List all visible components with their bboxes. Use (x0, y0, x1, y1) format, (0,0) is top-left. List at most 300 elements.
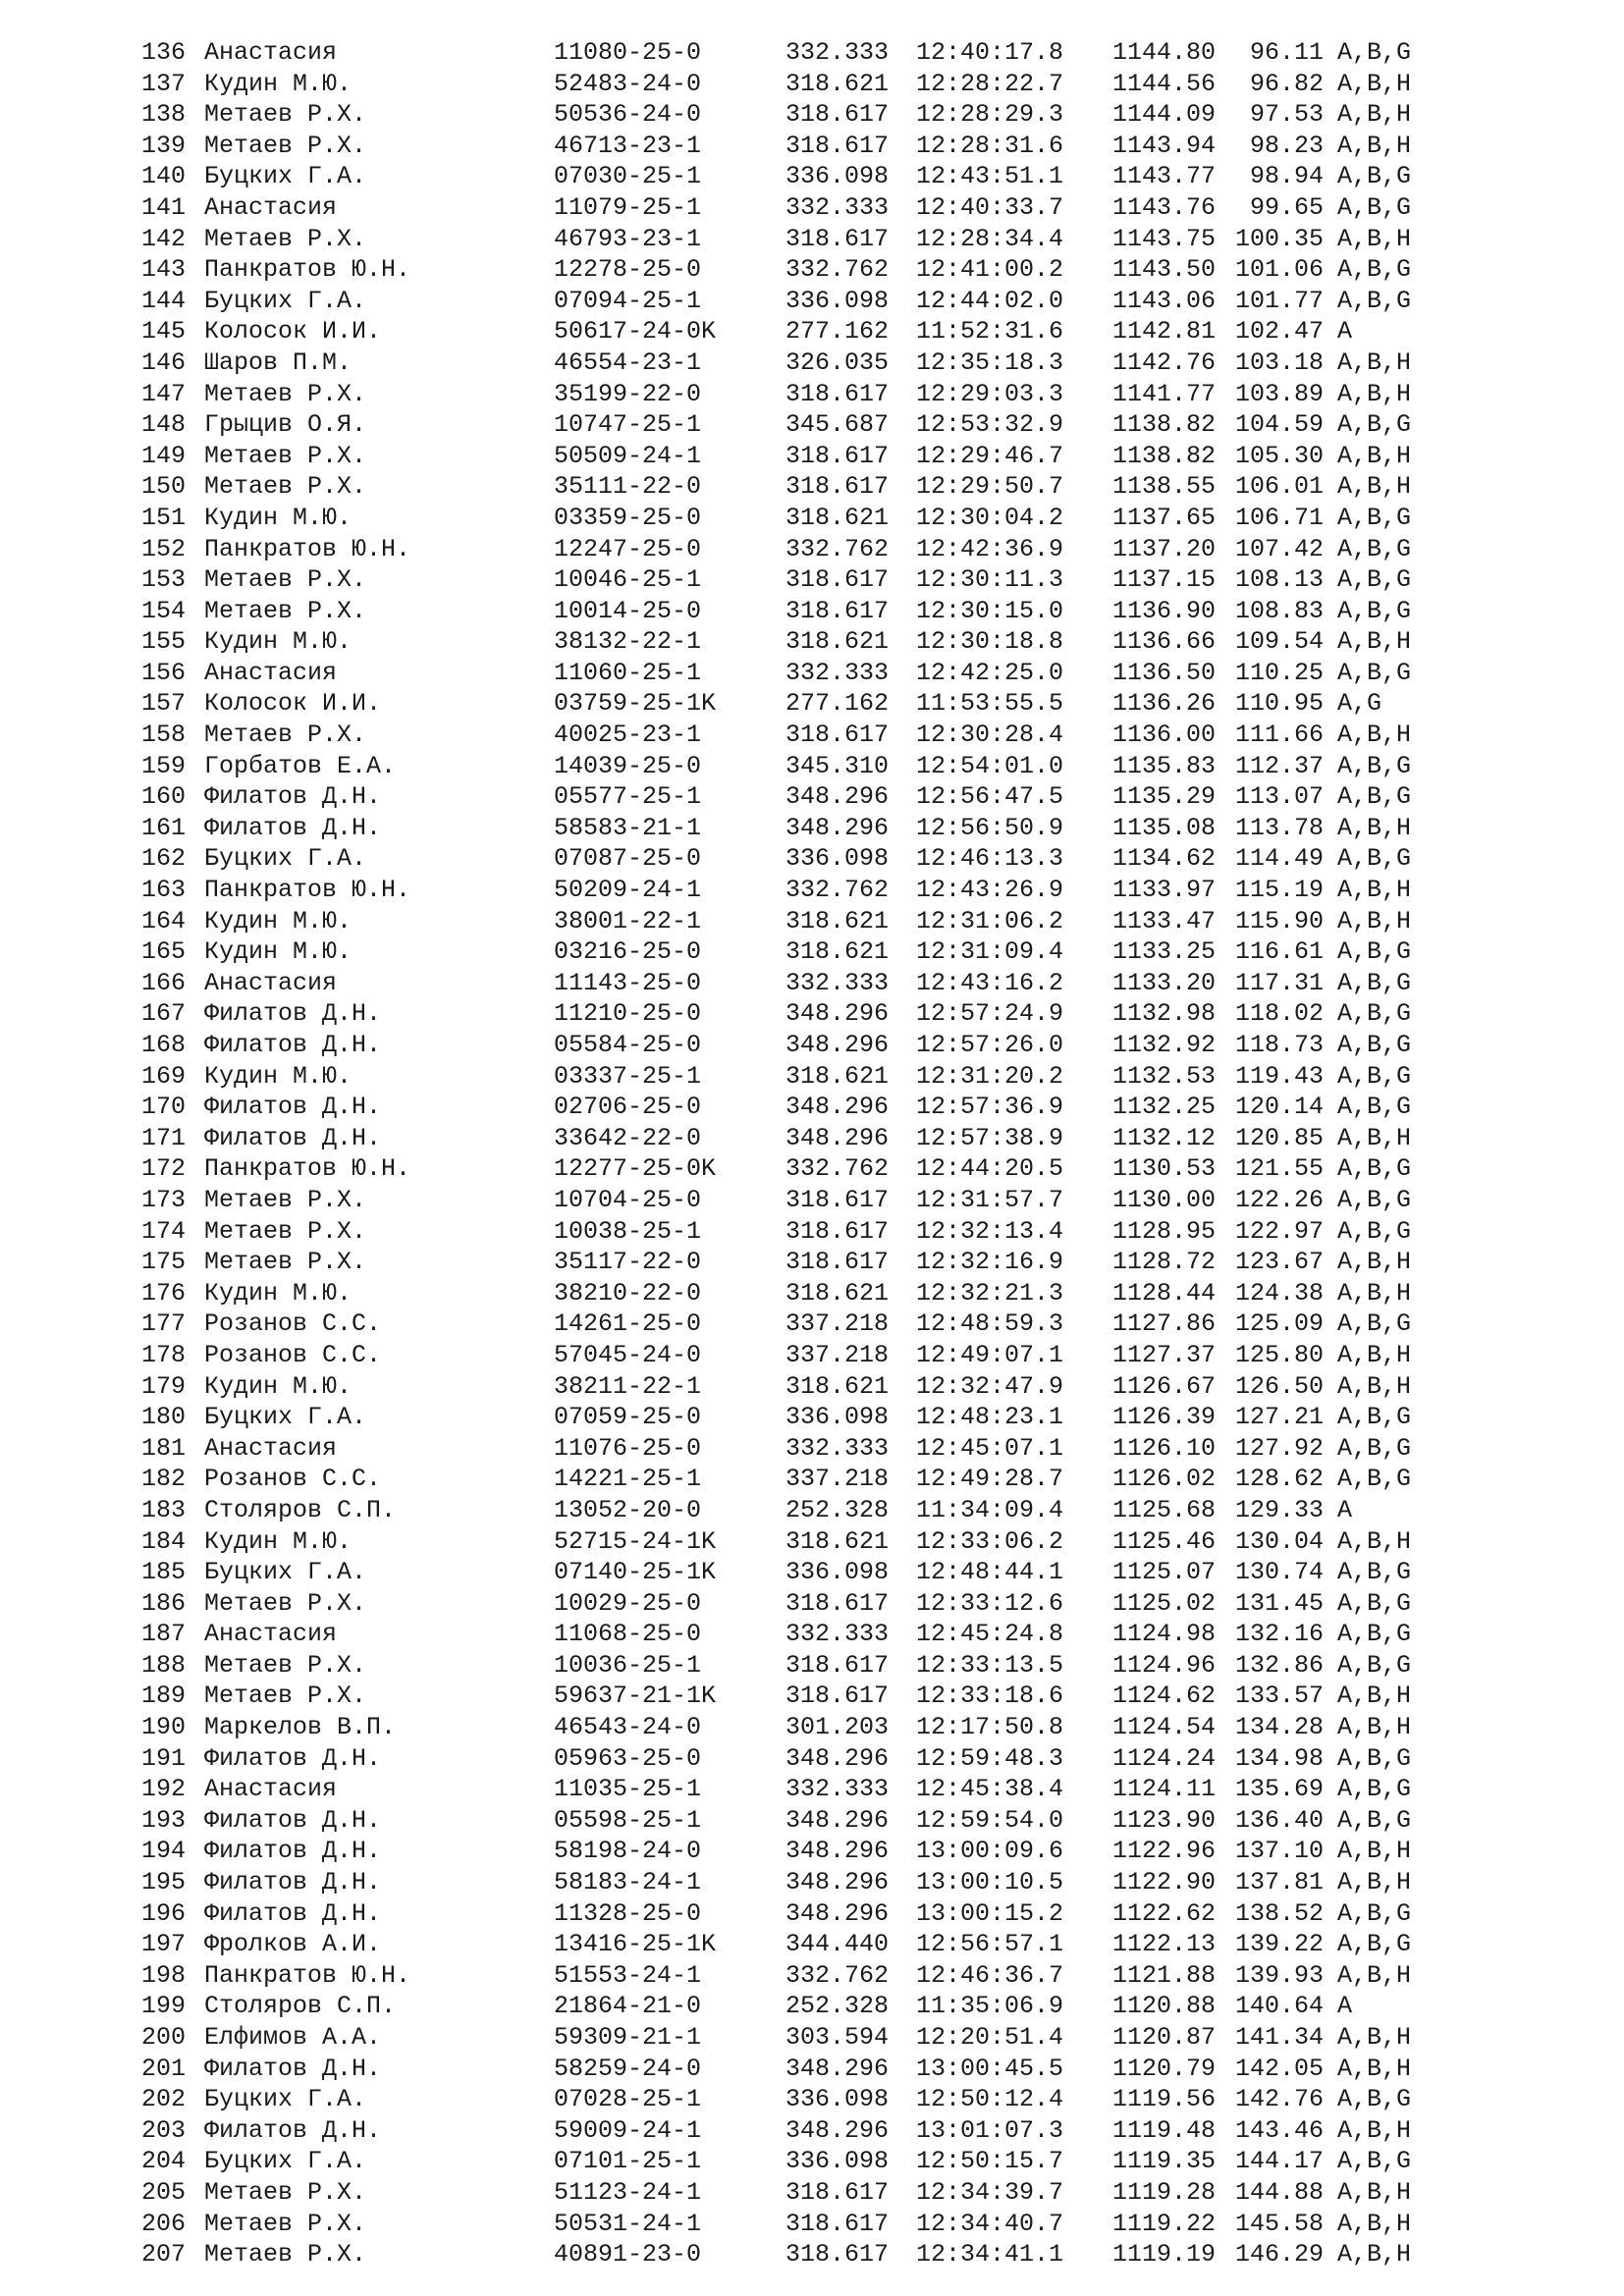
table-row (141, 1308, 1485, 1340)
group-list: A,B,G (1337, 1805, 1412, 1835)
table-row (141, 1898, 1485, 1930)
speed-value: 1144.09 (1112, 100, 1217, 130)
ring-number: 10029-25-0 (554, 1588, 702, 1618)
ring-number: 10014-25-0 (554, 596, 702, 625)
distance-km: 348.296 (785, 2054, 890, 2083)
place-number: 191 (141, 1743, 187, 1773)
distance-km: 301.203 (785, 1713, 890, 1742)
distance-km: 326.035 (785, 347, 890, 377)
speed-value: 1143.77 (1112, 162, 1217, 191)
ring-number: 50209-24-1 (554, 876, 702, 905)
speed-value: 1122.62 (1112, 1898, 1217, 1928)
place-number: 206 (141, 2209, 187, 2238)
arrival-time: 12:48:44.1 (916, 1558, 1064, 1587)
speed-value: 1125.46 (1112, 1526, 1217, 1556)
ring-number: 46793-23-1 (554, 224, 702, 253)
arrival-time: 12:30:15.0 (916, 596, 1064, 625)
points-value: 143.46 (1234, 2115, 1324, 2145)
arrival-time: 12:31:20.2 (916, 1061, 1064, 1091)
distance-km: 318.617 (785, 1650, 890, 1680)
fancier-name: Кудин М.Ю. (204, 1526, 352, 1556)
table-row (141, 1681, 1485, 1712)
table-row (141, 192, 1485, 224)
points-value: 116.61 (1234, 937, 1324, 967)
arrival-time: 12:43:16.2 (916, 968, 1064, 997)
table-row (141, 69, 1485, 100)
fancier-name: Буцких Г.А. (204, 1558, 367, 1587)
speed-value: 1143.94 (1112, 131, 1217, 160)
fancier-name: Метаев Р.Х. (204, 2177, 367, 2207)
table-row (141, 1340, 1485, 1371)
group-list: A,B,G (1337, 2147, 1412, 2176)
table-row (141, 564, 1485, 596)
distance-km: 318.617 (785, 131, 890, 160)
place-number: 139 (141, 131, 187, 160)
arrival-time: 12:56:47.5 (916, 782, 1064, 812)
arrival-time: 12:17:50.8 (916, 1713, 1064, 1742)
ring-number: 35199-22-0 (554, 379, 702, 408)
place-number: 155 (141, 627, 187, 657)
arrival-time: 12:28:34.4 (916, 224, 1064, 253)
arrival-time: 12:45:24.8 (916, 1620, 1064, 1649)
table-row (141, 131, 1485, 162)
fancier-name: Столяров С.П. (204, 1992, 397, 2021)
points-value: 101.77 (1234, 286, 1324, 315)
place-number: 164 (141, 906, 187, 935)
group-list: A,B,G (1337, 192, 1412, 222)
fancier-name: Кудин М.Ю. (204, 503, 352, 532)
fancier-name: Анастасия (204, 1620, 338, 1649)
fancier-name: Филатов Д.Н. (204, 1805, 382, 1835)
arrival-time: 12:33:18.6 (916, 1682, 1064, 1711)
speed-value: 1133.47 (1112, 906, 1217, 935)
distance-km: 348.296 (785, 813, 890, 842)
speed-value: 1121.88 (1112, 1960, 1217, 1990)
table-row (141, 781, 1485, 813)
distance-km: 318.617 (785, 2240, 890, 2269)
speed-value: 1124.11 (1112, 1775, 1217, 1804)
distance-km: 348.296 (785, 1743, 890, 1773)
distance-km: 318.617 (785, 224, 890, 253)
speed-value: 1126.39 (1112, 1403, 1217, 1432)
points-value: 115.90 (1234, 906, 1324, 935)
ring-number: 38001-22-1 (554, 906, 702, 935)
distance-km: 332.762 (785, 876, 890, 905)
table-row (141, 2022, 1485, 2054)
group-list: A,B,G (1337, 534, 1412, 563)
place-number: 188 (141, 1650, 187, 1680)
fancier-name: Розанов С.С. (204, 1465, 382, 1494)
points-value: 108.13 (1234, 565, 1324, 595)
group-list: A,B,H (1337, 906, 1412, 935)
arrival-time: 12:50:12.4 (916, 2085, 1064, 2114)
group-list: A,B,H (1337, 876, 1412, 905)
fancier-name: Метаев Р.Х. (204, 2240, 367, 2269)
ring-number: 38210-22-0 (554, 1278, 702, 1308)
fancier-name: Филатов Д.Н. (204, 999, 382, 1029)
distance-km: 337.218 (785, 1309, 890, 1339)
fancier-name: Панкратов Ю.Н. (204, 534, 411, 563)
place-number: 152 (141, 534, 187, 563)
group-list: A,B,G (1337, 2085, 1412, 2114)
place-number: 158 (141, 721, 187, 750)
points-value: 127.21 (1234, 1403, 1324, 1432)
group-list: A,B,G (1337, 1216, 1412, 1246)
speed-value: 1127.86 (1112, 1309, 1217, 1339)
speed-value: 1132.53 (1112, 1061, 1217, 1091)
points-value: 114.49 (1234, 844, 1324, 874)
group-list: A,G (1337, 689, 1382, 719)
place-number: 138 (141, 100, 187, 130)
arrival-time: 13:00:09.6 (916, 1837, 1064, 1866)
place-number: 196 (141, 1898, 187, 1928)
table-row (141, 1619, 1485, 1650)
speed-value: 1143.06 (1112, 286, 1217, 315)
points-value: 129.33 (1234, 1495, 1324, 1524)
speed-value: 1141.77 (1112, 379, 1217, 408)
group-list: A,B,G (1337, 1403, 1412, 1432)
points-value: 124.38 (1234, 1278, 1324, 1308)
points-value: 130.74 (1234, 1558, 1324, 1587)
distance-km: 318.617 (785, 2209, 890, 2238)
points-value: 123.67 (1234, 1248, 1324, 1277)
arrival-time: 12:31:57.7 (916, 1185, 1064, 1214)
points-value: 111.66 (1234, 721, 1324, 750)
arrival-time: 12:57:24.9 (916, 999, 1064, 1029)
place-number: 161 (141, 813, 187, 842)
table-row (141, 875, 1485, 906)
ring-number: 11079-25-1 (554, 192, 702, 222)
speed-value: 1119.48 (1112, 2115, 1217, 2145)
table-row (141, 1588, 1485, 1620)
fancier-name: Метаев Р.Х. (204, 565, 367, 595)
table-row (141, 347, 1485, 379)
fancier-name: Метаев Р.Х. (204, 441, 367, 470)
arrival-time: 12:30:18.8 (916, 627, 1064, 657)
arrival-time: 12:34:40.7 (916, 2209, 1064, 2238)
points-value: 115.19 (1234, 876, 1324, 905)
group-list: A,B,G (1337, 596, 1412, 625)
place-number: 163 (141, 876, 187, 905)
distance-km: 348.296 (785, 1805, 890, 1835)
table-row (141, 471, 1485, 503)
ring-number: 11068-25-0 (554, 1620, 702, 1649)
speed-value: 1119.28 (1112, 2177, 1217, 2207)
place-number: 204 (141, 2147, 187, 2176)
group-list: A,B,H (1337, 627, 1412, 657)
table-row (141, 2239, 1485, 2270)
group-list: A,B,G (1337, 658, 1412, 687)
speed-value: 1133.25 (1112, 937, 1217, 967)
fancier-name: Буцких Г.А. (204, 2085, 367, 2114)
points-value: 120.14 (1234, 1093, 1324, 1122)
distance-km: 318.617 (785, 1216, 890, 1246)
place-number: 171 (141, 1123, 187, 1152)
table-row (141, 1557, 1485, 1588)
ring-number: 46713-23-1 (554, 131, 702, 160)
ring-number: 58183-24-1 (554, 1868, 702, 1897)
table-row (141, 1929, 1485, 1960)
ring-number: 50531-24-1 (554, 2209, 702, 2238)
place-number: 179 (141, 1371, 187, 1401)
arrival-time: 12:43:26.9 (916, 876, 1064, 905)
ring-number: 51123-24-1 (554, 2177, 702, 2207)
fancier-name: Филатов Д.Н. (204, 782, 382, 812)
points-value: 132.16 (1234, 1620, 1324, 1649)
speed-value: 1136.66 (1112, 627, 1217, 657)
ring-number: 35111-22-0 (554, 472, 702, 502)
arrival-time: 11:35:06.9 (916, 1992, 1064, 2021)
group-list: A,B,G (1337, 1775, 1412, 1804)
fancier-name: Розанов С.С. (204, 1340, 382, 1369)
group-list: A,B,H (1337, 1960, 1412, 1990)
fancier-name: Филатов Д.Н. (204, 1093, 382, 1122)
fancier-name: Метаев Р.Х. (204, 100, 367, 130)
arrival-time: 13:00:10.5 (916, 1868, 1064, 1897)
points-value: 102.47 (1234, 317, 1324, 347)
arrival-time: 12:30:28.4 (916, 721, 1064, 750)
place-number: 168 (141, 1031, 187, 1059)
fancier-name: Анастасия (204, 1775, 338, 1804)
arrival-time: 12:44:20.5 (916, 1154, 1064, 1184)
arrival-time: 12:28:29.3 (916, 100, 1064, 130)
place-number: 174 (141, 1216, 187, 1246)
ring-number: 52483-24-0 (554, 69, 702, 98)
group-list: A,B,H (1337, 131, 1412, 160)
ring-number: 05963-25-0 (554, 1743, 702, 1773)
table-row (141, 720, 1485, 751)
points-value: 132.86 (1234, 1650, 1324, 1680)
ring-number: 46543-24-0 (554, 1713, 702, 1742)
table-row (141, 1867, 1485, 1898)
speed-value: 1124.62 (1112, 1682, 1217, 1711)
place-number: 160 (141, 782, 187, 812)
group-list: A,B,H (1337, 813, 1412, 842)
arrival-time: 11:34:09.4 (916, 1495, 1064, 1524)
speed-value: 1137.20 (1112, 534, 1217, 563)
distance-km: 332.333 (785, 658, 890, 687)
speed-value: 1126.10 (1112, 1433, 1217, 1463)
speed-value: 1130.00 (1112, 1185, 1217, 1214)
fancier-name: Метаев Р.Х. (204, 721, 367, 750)
place-number: 186 (141, 1588, 187, 1618)
distance-km: 344.440 (785, 1930, 890, 1959)
distance-km: 318.621 (785, 503, 890, 532)
table-row (141, 441, 1485, 472)
group-list: A,B,G (1337, 162, 1412, 191)
place-number: 172 (141, 1154, 187, 1184)
distance-km: 332.333 (785, 192, 890, 222)
points-value: 120.85 (1234, 1123, 1324, 1152)
distance-km: 345.310 (785, 751, 890, 780)
arrival-time: 12:40:17.8 (916, 38, 1064, 67)
table-row (141, 1960, 1485, 1992)
speed-value: 1132.12 (1112, 1123, 1217, 1152)
place-number: 147 (141, 379, 187, 408)
ring-number: 13416-25-1K (554, 1930, 717, 1959)
arrival-time: 12:49:28.7 (916, 1465, 1064, 1494)
group-list: A,B,G (1337, 1930, 1412, 1959)
distance-km: 318.617 (785, 1248, 890, 1277)
fancier-name: Метаев Р.Х. (204, 379, 367, 408)
group-list: A,B,H (1337, 721, 1412, 750)
ring-number: 51553-24-1 (554, 1960, 702, 1990)
fancier-name: Метаев Р.Х. (204, 1650, 367, 1680)
fancier-name: Маркелов В.П. (204, 1713, 397, 1742)
fancier-name: Панкратов Ю.Н. (204, 1154, 411, 1184)
speed-value: 1124.98 (1112, 1620, 1217, 1649)
points-value: 117.31 (1234, 968, 1324, 997)
group-list: A,B,H (1337, 100, 1412, 130)
fancier-name: Грыцив О.Я. (204, 410, 367, 440)
table-row (141, 843, 1485, 875)
arrival-time: 12:32:13.4 (916, 1216, 1064, 1246)
fancier-name: Панкратов Ю.Н. (204, 1960, 411, 1990)
speed-value: 1128.44 (1112, 1278, 1217, 1308)
distance-km: 336.098 (785, 1403, 890, 1432)
points-value: 122.97 (1234, 1216, 1324, 1246)
ring-number: 12277-25-0K (554, 1154, 717, 1184)
fancier-name: Филатов Д.Н. (204, 1743, 382, 1773)
distance-km: 303.594 (785, 2023, 890, 2052)
points-value: 137.81 (1234, 1868, 1324, 1897)
ring-number: 59637-21-1K (554, 1682, 717, 1711)
fancier-name: Метаев Р.Х. (204, 1682, 367, 1711)
fancier-name: Филатов Д.Н. (204, 1837, 382, 1866)
fancier-name: Кудин М.Ю. (204, 1278, 352, 1308)
group-list: A,B,H (1337, 1340, 1412, 1369)
ring-number: 58259-24-0 (554, 2054, 702, 2083)
speed-value: 1130.53 (1112, 1154, 1217, 1184)
speed-value: 1122.13 (1112, 1930, 1217, 1959)
points-value: 109.54 (1234, 627, 1324, 657)
group-list: A,B,H (1337, 224, 1412, 253)
table-row (141, 2115, 1485, 2147)
table-row (141, 906, 1485, 937)
table-row (141, 224, 1485, 255)
table-row (141, 1185, 1485, 1216)
speed-value: 1119.22 (1112, 2209, 1217, 2238)
place-number: 146 (141, 347, 187, 377)
arrival-time: 12:31:09.4 (916, 937, 1064, 967)
fancier-name: Кудин М.Ю. (204, 1061, 352, 1091)
speed-value: 1120.79 (1112, 2054, 1217, 2083)
place-number: 182 (141, 1465, 187, 1494)
distance-km: 348.296 (785, 1898, 890, 1928)
distance-km: 318.617 (785, 100, 890, 130)
distance-km: 336.098 (785, 1558, 890, 1587)
table-row (141, 286, 1485, 317)
table-row (141, 2054, 1485, 2085)
distance-km: 348.296 (785, 1031, 890, 1059)
table-row (141, 534, 1485, 565)
distance-km: 318.617 (785, 2177, 890, 2207)
points-value: 140.64 (1234, 1992, 1324, 2021)
ring-number: 10747-25-1 (554, 410, 702, 440)
arrival-time: 12:20:51.4 (916, 2023, 1064, 2052)
distance-km: 318.621 (785, 937, 890, 967)
speed-value: 1136.00 (1112, 721, 1217, 750)
place-number: 197 (141, 1930, 187, 1959)
place-number: 185 (141, 1558, 187, 1587)
distance-km: 348.296 (785, 1837, 890, 1866)
group-list: A,B,H (1337, 1868, 1412, 1897)
speed-value: 1138.82 (1112, 441, 1217, 470)
points-value: 130.04 (1234, 1526, 1324, 1556)
speed-value: 1133.20 (1112, 968, 1217, 997)
place-number: 189 (141, 1682, 187, 1711)
speed-value: 1119.19 (1112, 2240, 1217, 2269)
fancier-name: Панкратов Ю.Н. (204, 255, 411, 285)
speed-value: 1125.07 (1112, 1558, 1217, 1587)
arrival-time: 12:31:06.2 (916, 906, 1064, 935)
fancier-name: Филатов Д.Н. (204, 813, 382, 842)
place-number: 159 (141, 751, 187, 780)
speed-value: 1127.37 (1112, 1340, 1217, 1369)
fancier-name: Буцких Г.А. (204, 1403, 367, 1432)
arrival-time: 12:57:26.0 (916, 1031, 1064, 1059)
place-number: 181 (141, 1433, 187, 1463)
fancier-name: Анастасия (204, 1433, 338, 1463)
arrival-time: 12:32:16.9 (916, 1248, 1064, 1277)
distance-km: 332.762 (785, 255, 890, 285)
ring-number: 05584-25-0 (554, 1031, 702, 1059)
speed-value: 1137.15 (1112, 565, 1217, 595)
points-value: 144.17 (1234, 2147, 1324, 2176)
table-row (141, 2177, 1485, 2209)
fancier-name: Кудин М.Ю. (204, 906, 352, 935)
ring-number: 11035-25-1 (554, 1775, 702, 1804)
points-value: 101.06 (1234, 255, 1324, 285)
arrival-time: 12:46:13.3 (916, 844, 1064, 874)
fancier-name: Буцких Г.А. (204, 162, 367, 191)
group-list: A,B,G (1337, 255, 1412, 285)
group-list: A,B,H (1337, 2023, 1412, 2052)
distance-km: 337.218 (785, 1340, 890, 1369)
arrival-time: 12:34:41.1 (916, 2240, 1064, 2269)
group-list: A,B,G (1337, 1309, 1412, 1339)
distance-km: 348.296 (785, 1093, 890, 1122)
place-number: 203 (141, 2115, 187, 2145)
place-number: 165 (141, 937, 187, 967)
fancier-name: Розанов С.С. (204, 1309, 382, 1339)
fancier-name: Филатов Д.Н. (204, 1031, 382, 1059)
arrival-time: 12:57:36.9 (916, 1093, 1064, 1122)
table-row (141, 1495, 1485, 1526)
arrival-time: 12:56:50.9 (916, 813, 1064, 842)
distance-km: 318.617 (785, 1185, 890, 1214)
points-value: 106.71 (1234, 503, 1324, 532)
table-row (141, 503, 1485, 534)
speed-value: 1144.56 (1112, 69, 1217, 98)
distance-km: 336.098 (785, 2147, 890, 2176)
place-number: 205 (141, 2177, 187, 2207)
ring-number: 57045-24-0 (554, 1340, 702, 1369)
fancier-name: Кудин М.Ю. (204, 69, 352, 98)
table-row (141, 1153, 1485, 1185)
arrival-time: 12:59:54.0 (916, 1805, 1064, 1835)
group-list: A,B,H (1337, 1123, 1412, 1152)
distance-km: 318.621 (785, 627, 890, 657)
ring-number: 50509-24-1 (554, 441, 702, 470)
group-list: A,B,H (1337, 1371, 1412, 1401)
ring-number: 10038-25-1 (554, 1216, 702, 1246)
ring-number: 02706-25-0 (554, 1093, 702, 1122)
arrival-time: 13:00:45.5 (916, 2054, 1064, 2083)
place-number: 207 (141, 2240, 187, 2269)
speed-value: 1120.87 (1112, 2023, 1217, 2052)
speed-value: 1132.25 (1112, 1093, 1217, 1122)
